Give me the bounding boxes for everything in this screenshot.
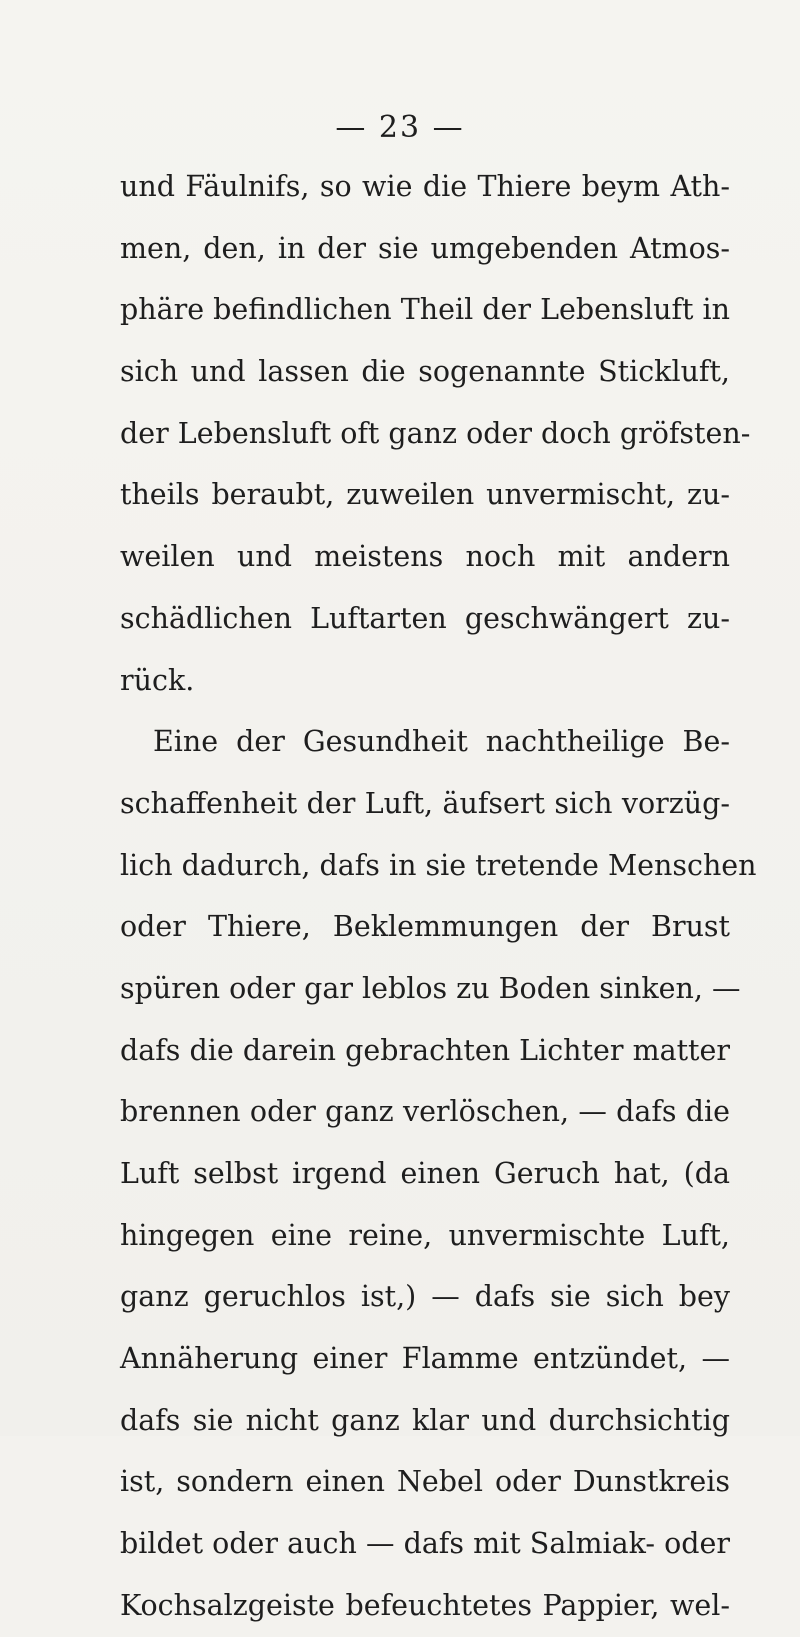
text-line: theils beraubt, zuweilen unvermischt, zu- bbox=[120, 478, 730, 512]
text-line: men, den, in der sie umgebenden Atmos- bbox=[120, 231, 730, 265]
text-line: weilen und meistens noch mit andern bbox=[120, 540, 730, 574]
text-line: lich dadurch, dafs in sie tretende Menschen bbox=[120, 848, 757, 882]
text-line: sich und lassen die sogenannte Stickluft, bbox=[120, 355, 730, 389]
page-number-header: — 23 — bbox=[335, 110, 465, 145]
text-line: ist, sondern einen Nebel oder Dunstkreis bbox=[120, 1465, 730, 1499]
text-line: Annäherung einer Flamme entzündet, — bbox=[120, 1342, 730, 1376]
text-line: und Fäulnifs, so wie die Thiere beym Ath- bbox=[120, 170, 730, 203]
text-line: Luft selbst irgend einen Geruch hat, (da bbox=[120, 1157, 730, 1190]
text-line: brennen oder ganz verlöschen, — dafs die bbox=[120, 1095, 730, 1129]
text-line: dafs sie nicht ganz klar und durchsichtig bbox=[120, 1403, 730, 1437]
paragraph-start-line: Eine der Gesundheit nachtheilige Be- bbox=[153, 725, 730, 759]
text-line: hingegen eine reine, unvermischte Luft, bbox=[120, 1218, 730, 1252]
text-line: schädlichen Luftarten geschwängert zu- bbox=[120, 601, 730, 635]
body-text bbox=[120, 156, 757, 1637]
text-line: Kochsalzgeiste befeuchtetes Pappier, wel- bbox=[120, 1588, 730, 1622]
text-line: oder Thiere, Beklemmungen der Brust bbox=[120, 910, 730, 944]
text-line: schaffenheit der Luft, äufsert sich vorzüg- bbox=[120, 786, 730, 820]
paragraph-end-line: rück. bbox=[120, 663, 195, 697]
text-line: dafs die darein gebrachten Lichter matter bbox=[120, 1033, 730, 1067]
text-line: der Lebensluft oft ganz oder doch gröfsten- bbox=[120, 416, 751, 450]
text-line: ganz geruchlos ist,) — dafs sie sich bey bbox=[120, 1280, 730, 1314]
text-line: phäre befindlichen Theil der Lebensluft in bbox=[120, 293, 730, 327]
text-line: spüren oder gar leblos zu Boden sinken, — bbox=[120, 971, 741, 1005]
text-line: bildet oder auch — dafs mit Salmiak- oder bbox=[120, 1527, 730, 1561]
